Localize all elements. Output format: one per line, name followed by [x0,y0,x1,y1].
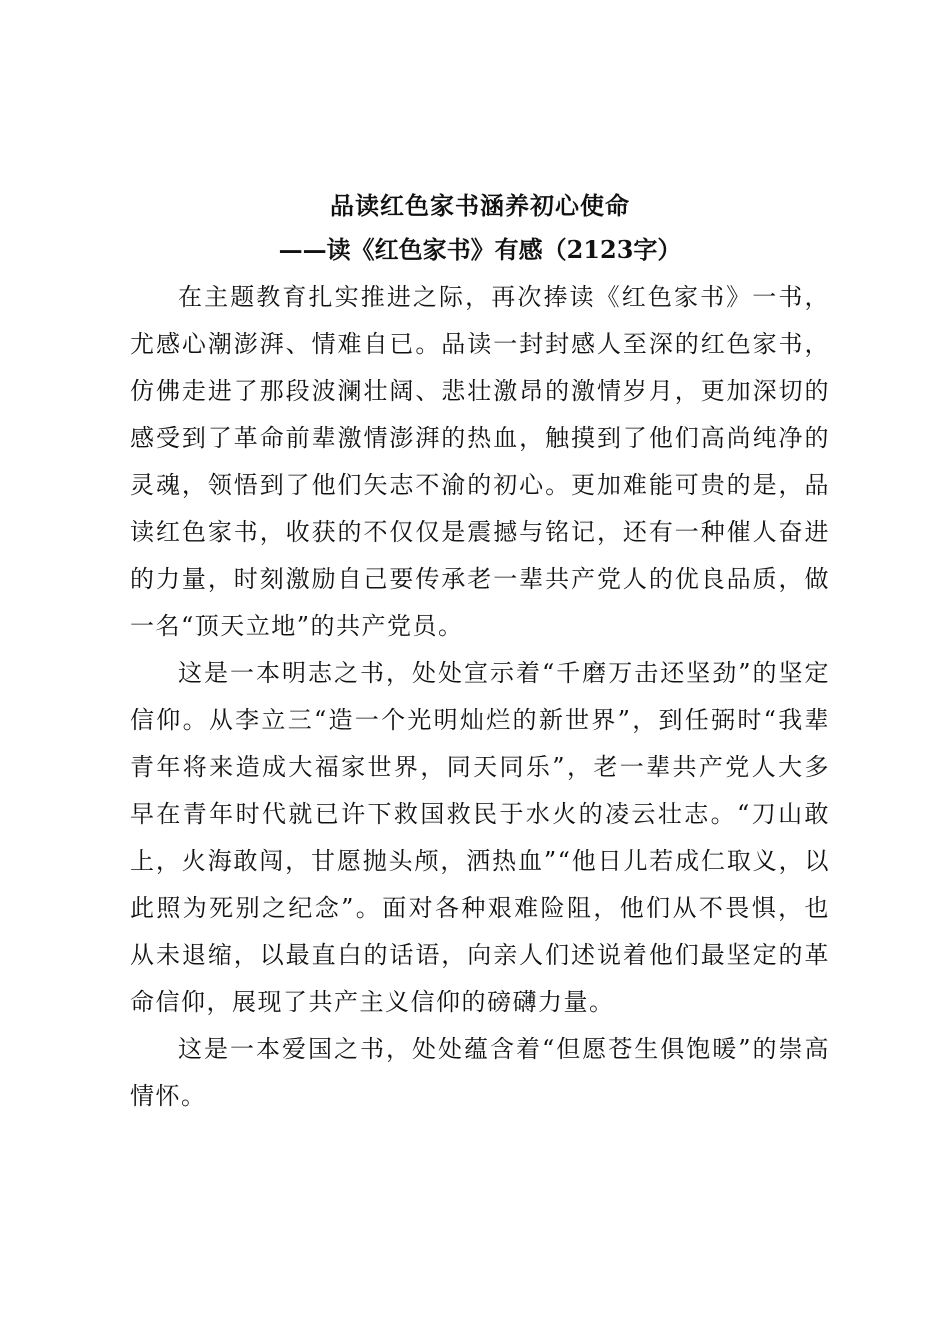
paragraph-intro: 在主题教育扎实推进之际，再次捧读《红色家书》一书，尤感心潮澎湃、情难自已。品读一封封感人至深的红色家书，仿佛走进了那段波澜壮阔、悲壮激昂的激情岁月，更加深切的感受到了革命前辈激情澎湃的热血，触摸到了他们高尚纯净的灵魂，领悟到了他们矢志不渝的初心。更加难能可贵的是，品读红色家书，收获的不仅仅是震撼与铭记，还有一种催人奋进的力量，时刻激励自己要传承老一辈共产党人的优良品质，做一名“顶天立地”的共产党员。 [130,283,830,640]
document-subtitle: ——读《红色家书》有感（2123字） [278,235,682,264]
paragraph-belief: 这是一本明志之书，处处宣示着“千磨万击还坚劲”的坚定信仰。从李立三“造一个光明灿烂的新世界”，到任弼时“我辈青年将来造成大福家世界，同天同乐”，老一辈共产党人大多早在青年时代就已许下救国救民于水火的凌云壮志。“刀山敢上，火海敢闯，甘愿抛头颅，洒热血”“他日儿若成仁取义，以此照为死别之纪念”。面对各种艰难险阻，他们从不畏惧，也从未退缩，以最直白的话语，向亲人们述说着他们最坚定的革命信仰，展现了共产主义信仰的磅礴力量。 [130,659,830,1016]
paragraph-patriotism: 这是一本爱国之书，处处蕴含着“但愿苍生俱饱暖”的崇高情怀。 [130,1035,830,1110]
document-body [130,186,830,1120]
document-title: 品读红色家书涵养初心使命 [330,191,630,220]
